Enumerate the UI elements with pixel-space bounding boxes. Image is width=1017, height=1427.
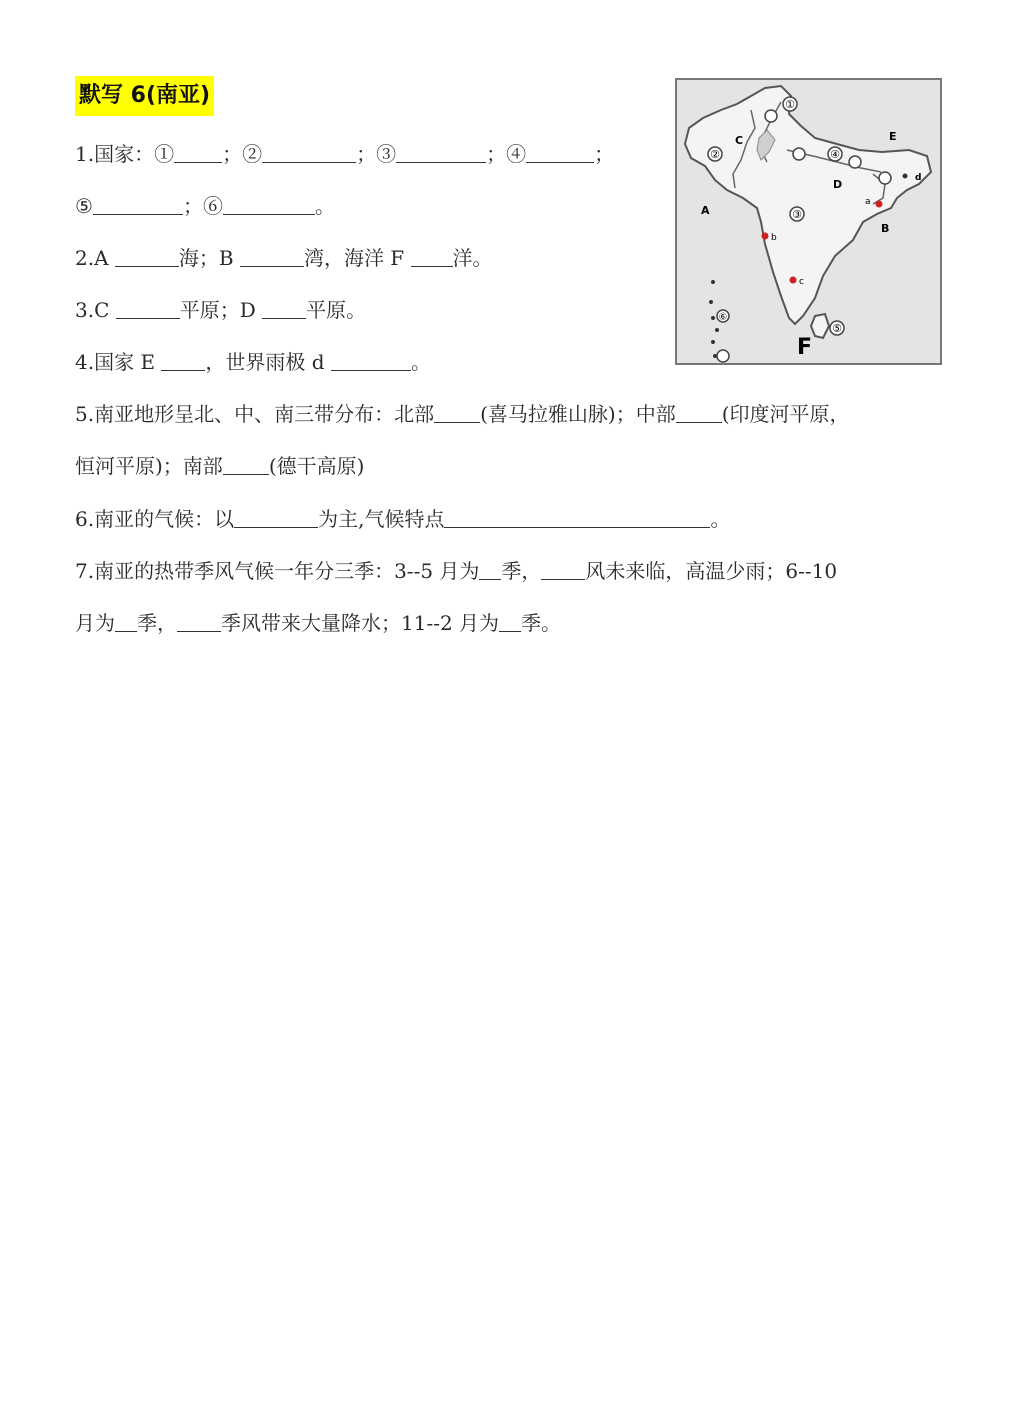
south-asia-map — [675, 78, 942, 365]
q5-a: 5.南亚地形呈北、中、南三带分布：北部 — [75, 402, 435, 426]
q1-sep: ； — [222, 142, 243, 166]
map-label-b: B — [881, 222, 890, 235]
map-number: ① — [785, 98, 795, 111]
answer-blank[interactable] — [479, 559, 501, 580]
q5-b: (喜马拉雅山脉)；中部 — [480, 402, 676, 426]
q7-f: 季风带来大量降水；11--2 月为 — [221, 611, 500, 635]
answer-blank[interactable] — [262, 142, 356, 163]
q5-c: (印度河平原， — [721, 402, 850, 426]
subcontinent-outline — [685, 86, 931, 324]
q1-sep: ； — [594, 142, 615, 166]
answer-blank[interactable] — [161, 350, 205, 371]
map-label-city-c: c — [799, 277, 804, 287]
marker-ring — [849, 156, 861, 168]
maldives-dot — [709, 300, 713, 304]
q4-e: 4.国家 E — [75, 350, 162, 374]
answer-blank[interactable] — [223, 454, 269, 475]
question-7-line-1 — [75, 557, 837, 585]
answer-blank[interactable] — [541, 559, 585, 580]
map-label-city-b: b — [771, 233, 777, 243]
q3-plain-end: 平原。 — [306, 298, 367, 322]
answer-blank[interactable] — [115, 611, 137, 632]
q1-sep: ； — [356, 142, 377, 166]
maldives-dot — [711, 340, 715, 344]
question-4 — [75, 348, 431, 376]
answer-blank[interactable] — [396, 142, 486, 163]
maldives-dot — [715, 328, 719, 332]
maldives-dot — [711, 316, 715, 320]
page-title: 默写 6(南亚) — [75, 76, 214, 116]
q1-num-4: ④ — [506, 142, 527, 166]
map-label-city-d: d — [915, 173, 922, 183]
q4-rain: ，世界雨极 d — [205, 350, 331, 374]
answer-blank[interactable] — [262, 298, 306, 319]
answer-blank[interactable] — [444, 507, 710, 528]
answer-blank[interactable] — [331, 350, 411, 371]
q7-a: 7.南亚的热带季风气候一年分三季：3--5 月为 — [75, 559, 480, 583]
q1-sep: ； — [486, 142, 507, 166]
city-dot-d — [903, 174, 908, 179]
q4-end: 。 — [410, 350, 431, 374]
city-dot-a — [876, 201, 883, 208]
question-6 — [75, 505, 730, 533]
q6-a: 6.南亚的气候：以 — [75, 507, 235, 531]
q1-end: 。 — [314, 194, 335, 218]
question-2 — [75, 244, 493, 272]
answer-blank[interactable] — [411, 246, 453, 267]
q2-ocean: 洋。 — [452, 246, 493, 270]
answer-blank[interactable] — [240, 246, 304, 267]
q7-d: 月为 — [75, 611, 115, 635]
marker-ring — [879, 172, 891, 184]
answer-blank[interactable] — [223, 194, 315, 215]
map-number: ⑤ — [832, 322, 842, 335]
map-number: ④ — [830, 148, 840, 161]
q1-num-6: ⑥ — [202, 194, 223, 218]
sri-lanka-island — [811, 314, 829, 338]
q1-num-3: ③ — [376, 142, 397, 166]
answer-blank[interactable] — [116, 298, 180, 319]
q2-a: 2.A — [75, 246, 115, 270]
question-7-line-2 — [75, 609, 561, 637]
answer-blank[interactable] — [115, 246, 179, 267]
q6-c: 。 — [710, 507, 731, 531]
answer-blank[interactable] — [526, 142, 594, 163]
answer-blank[interactable] — [174, 142, 222, 163]
q1-prefix: 1.国家： — [75, 142, 155, 166]
q3-c: 3.C — [75, 298, 116, 322]
marker-ring — [717, 350, 729, 362]
question-3 — [75, 296, 366, 324]
q5-d: 恒河平原)；南部 — [75, 454, 223, 478]
answer-blank[interactable] — [499, 611, 521, 632]
map-label-d: D — [833, 178, 843, 191]
map-label-e: E — [889, 130, 897, 143]
q2-sea: 海；B — [178, 246, 240, 270]
q1-num-5: ⑤ — [75, 194, 93, 218]
question-1-line-1 — [75, 140, 614, 168]
answer-blank[interactable] — [676, 402, 722, 423]
question-1-line-2 — [75, 192, 335, 220]
q2-bay: 湾，海洋 F — [303, 246, 411, 270]
map-number: ③ — [792, 208, 802, 221]
q6-b: 为主,气候特点 — [318, 507, 445, 531]
map-number: ② — [710, 148, 720, 161]
marker-ring — [793, 148, 805, 160]
map-label-city-a: a — [865, 197, 871, 207]
q3-plain-d: 平原；D — [179, 298, 263, 322]
map-label-f: F — [797, 335, 813, 360]
q7-b: 季， — [501, 559, 542, 583]
marker-ring — [765, 110, 777, 122]
question-5-line-2 — [75, 452, 364, 480]
q7-g: 季。 — [521, 611, 562, 635]
answer-blank[interactable] — [93, 194, 183, 215]
q7-e: 季， — [137, 611, 177, 635]
q1-sep: ； — [182, 194, 203, 218]
q7-c: 风未来临，高温少雨；6--10 — [585, 559, 838, 583]
answer-blank[interactable] — [234, 507, 318, 528]
answer-blank[interactable] — [434, 402, 480, 423]
q5-e: (德干高原) — [268, 454, 365, 478]
map-label-c: C — [735, 134, 744, 147]
q1-num-1: ① — [154, 142, 175, 166]
city-dot-c — [790, 277, 797, 284]
map-number: ⑥ — [718, 312, 728, 323]
city-dot-b — [762, 233, 769, 240]
south-asia-map-svg — [677, 80, 940, 363]
q1-num-2: ② — [242, 142, 263, 166]
question-5-line-1 — [75, 400, 850, 428]
answer-blank[interactable] — [177, 611, 221, 632]
maldives-dot — [711, 280, 715, 284]
map-label-a: A — [701, 204, 710, 217]
